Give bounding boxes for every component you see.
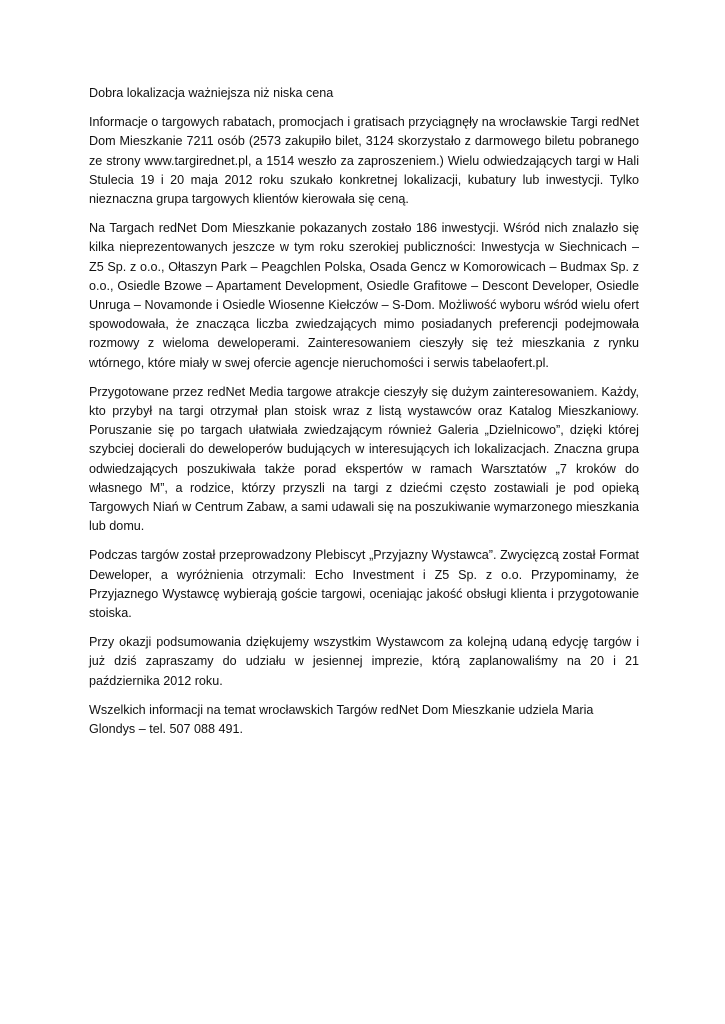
paragraph-attendance: Informacje o targowych rabatach, promocjach i gratisach przyciągnęły na wrocławskie Targi redNet Dom Mieszkanie 7211 osób (2573 zakupiło bilet, 3124 skorzystało z darmowego biletu pobranego ze strony www.targirednet.pl, a 1514 weszło za zaproszeniem.) Wielu odwiedzających targi w Hali Stulecia 19 i 20 maja 2012 roku szukało konkretnej lokalizacji, kubatury lub inwestycji. Tylko nieznaczna grupa targowych klientów kierowała się ceną. xyxy=(89,115,639,207)
document-page xyxy=(89,84,639,749)
paragraph-attractions: Przygotowane przez redNet Media targowe atrakcje cieszyły się dużym zainteresowaniem. Każdy, kto przybył na targi otrzymał plan stoisk wraz z listą wystawców oraz Katalog Mieszkaniowy. Poruszanie się po targach ułatwiała zwiedzającym również Galeria „Dzielnicowo”, dzięki której szybciej docierali do deweloperów budujących w interesujących ich lokalizacjach. Znaczna grupa odwiedzających poszukiwała także porad ekspertów w ramach Warsztatów „7 kroków do własnego M”, a rodzice, którzy przyszli na targi z dziećmi często zostawiali je pod opieką Targowych Niań w Centrum Zabaw, a sami udawali się na poszukiwanie wymarzonego mieszkania lub domu. xyxy=(89,384,639,534)
paragraph-contact: Wszelkich informacji na temat wrocławskich Targów redNet Dom Mieszkanie udziela Maria Glondys – tel. 507 088 491. xyxy=(89,702,594,737)
paragraph-thanks: Przy okazji podsumowania dziękujemy wszystkim Wystawcom za kolejną udaną edycję targów i już dziś zapraszamy do udziału w jesiennej imprezie, którą zaplanowaliśmy na 20 i 21 października 2012 roku. xyxy=(89,635,639,688)
paragraph-investments: Na Targach redNet Dom Mieszkanie pokazanych zostało 186 inwestycji. Wśród nich znalazło się kilka nieprezentowanych jeszcze w tym roku szerokiej publiczności: Inwestycja w Siechnicach – Z5 Sp. z o.o., Ołtaszyn Park – Peagchlen Polska, Osada Gencz w Komorowicach – Budmax Sp. z o.o., Osiedle Bzowe – Apartament Development, Osiedle Grafitowe – Descont Developer, Osiedle Unruga – Novamonde i Osiedle Wiosenne Kiełczów – S-Dom. Możliwość wyboru wśród wielu ofert spowodowała, że znacząca liczba zwiedzających mimo posiadanych preferencji podejmowała rozmowy z wieloma deweloperami. Zainteresowaniem cieszyły się też mieszkania z rynku wtórnego, które miały w swej ofercie agencje nieruchomości i serwis tabelaofert.pl. xyxy=(89,221,639,370)
document-title: Dobra lokalizacja ważniejsza niż niska cena xyxy=(89,86,334,100)
paragraph-plebiscite: Podczas targów został przeprowadzony Plebiscyt „Przyjazny Wystawca”. Zwycięzcą został Format Deweloper, a wyróżnienia otrzymali: Echo Investment i Z5 Sp. z o.o. Przypominamy, że Przyjaznego Wystawcę wybierają goście targowi, oceniając jakość obsługi klienta i przygotowanie stoiska. xyxy=(89,548,639,621)
